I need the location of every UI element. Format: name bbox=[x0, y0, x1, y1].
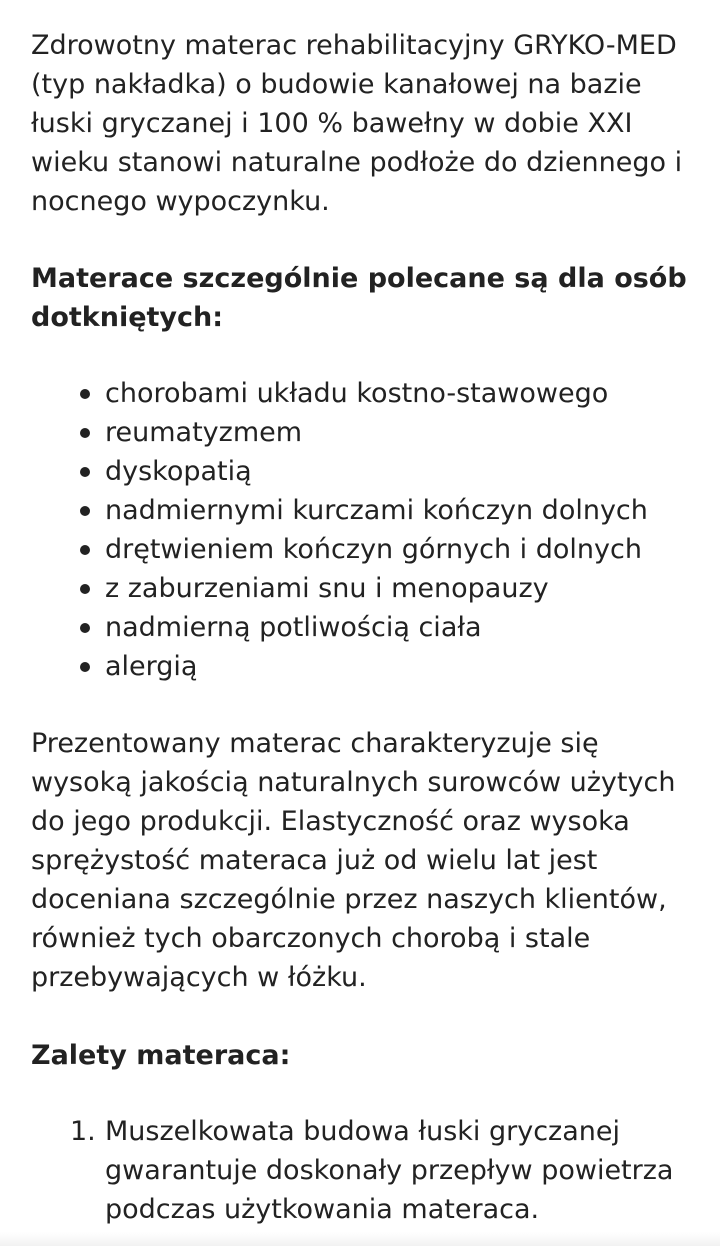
list-item: nadmiernymi kurczami kończyn dolnych bbox=[105, 491, 703, 530]
list-item: nadmierną potliwością ciała bbox=[105, 608, 703, 647]
article-content bbox=[31, 26, 703, 1229]
list-item: chorobami układu kostno-stawowego bbox=[105, 374, 703, 413]
list-item: drętwieniem kończyn górnych i dolnych bbox=[105, 530, 703, 569]
list-item: alergią bbox=[105, 647, 703, 686]
description-paragraph: Prezentowany materac charakteryzuje się wysoką jakością naturalnych surowców użytych do jego produkcji. Elastyczność oraz wysoka sprężystość materaca już od wielu lat jest doceniana szczególnie przez naszych klientów, również tych obarczonych chorobą i stale przebywających w łóżku. bbox=[31, 728, 676, 993]
advantages-list bbox=[31, 1112, 703, 1229]
list-item: z zaburzeniami snu i menopauzy bbox=[105, 569, 703, 608]
recommended-list bbox=[31, 374, 703, 686]
intro-paragraph: Zdrowotny materac rehabilitacyjny GRYKO-MED (typ nakładka) o budowie kanałowej na bazie łuski gryczanej i 100 % bawełny w dobie XXI wieku stanowi naturalne podłoże do dziennego i nocnego wypoczynku. bbox=[31, 30, 683, 217]
recommended-heading: Materace szczególnie polecane są dla osób dotkniętych: bbox=[31, 263, 687, 333]
advantage-text: Muszelkowata budowa łuski gryczanej gwarantuje doskonały przepływ powietrza podczas użytkowania materaca. bbox=[105, 1116, 674, 1225]
advantage-item bbox=[70, 1112, 703, 1229]
list-item: dyskopatią bbox=[105, 452, 703, 491]
advantage-number: 1. bbox=[70, 1116, 96, 1147]
advantages-heading: Zalety materaca: bbox=[31, 1040, 291, 1071]
bottom-edge-shadow bbox=[0, 1232, 720, 1246]
list-item: reumatyzmem bbox=[105, 413, 703, 452]
